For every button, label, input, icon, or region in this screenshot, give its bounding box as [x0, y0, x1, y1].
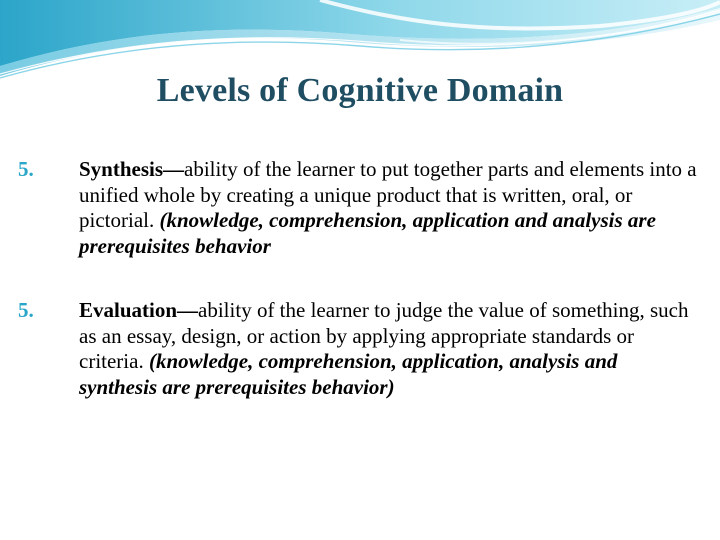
list-item-evaluation: [18, 298, 698, 400]
item-definition: ability of the learner to put together parts and elements into a unified whole by creating a unique product that is written, oral, or pictorial.: [79, 157, 697, 232]
item-dash: —: [163, 157, 185, 181]
item-term: Synthesis: [79, 157, 164, 181]
item-number: 5.: [18, 157, 34, 181]
list-item-synthesis: [18, 157, 698, 259]
item-dash: —: [177, 298, 199, 322]
item-number: 5.: [18, 298, 34, 322]
item-text: [79, 298, 698, 400]
item-text: [79, 157, 698, 259]
item-prerequisites: (knowledge, comprehension, application and analysis are prerequisites behavior: [79, 208, 656, 258]
item-prerequisites: (knowledge, comprehension, application, analysis and synthesis are prerequisites behavior): [79, 349, 618, 399]
item-definition: ability of the learner to judge the value of something, such as an essay, design, or action by applying appropriate standards or criteria.: [79, 298, 689, 373]
slide-title: Levels of Cognitive Domain: [156, 72, 564, 109]
item-term: Evaluation: [79, 298, 178, 322]
